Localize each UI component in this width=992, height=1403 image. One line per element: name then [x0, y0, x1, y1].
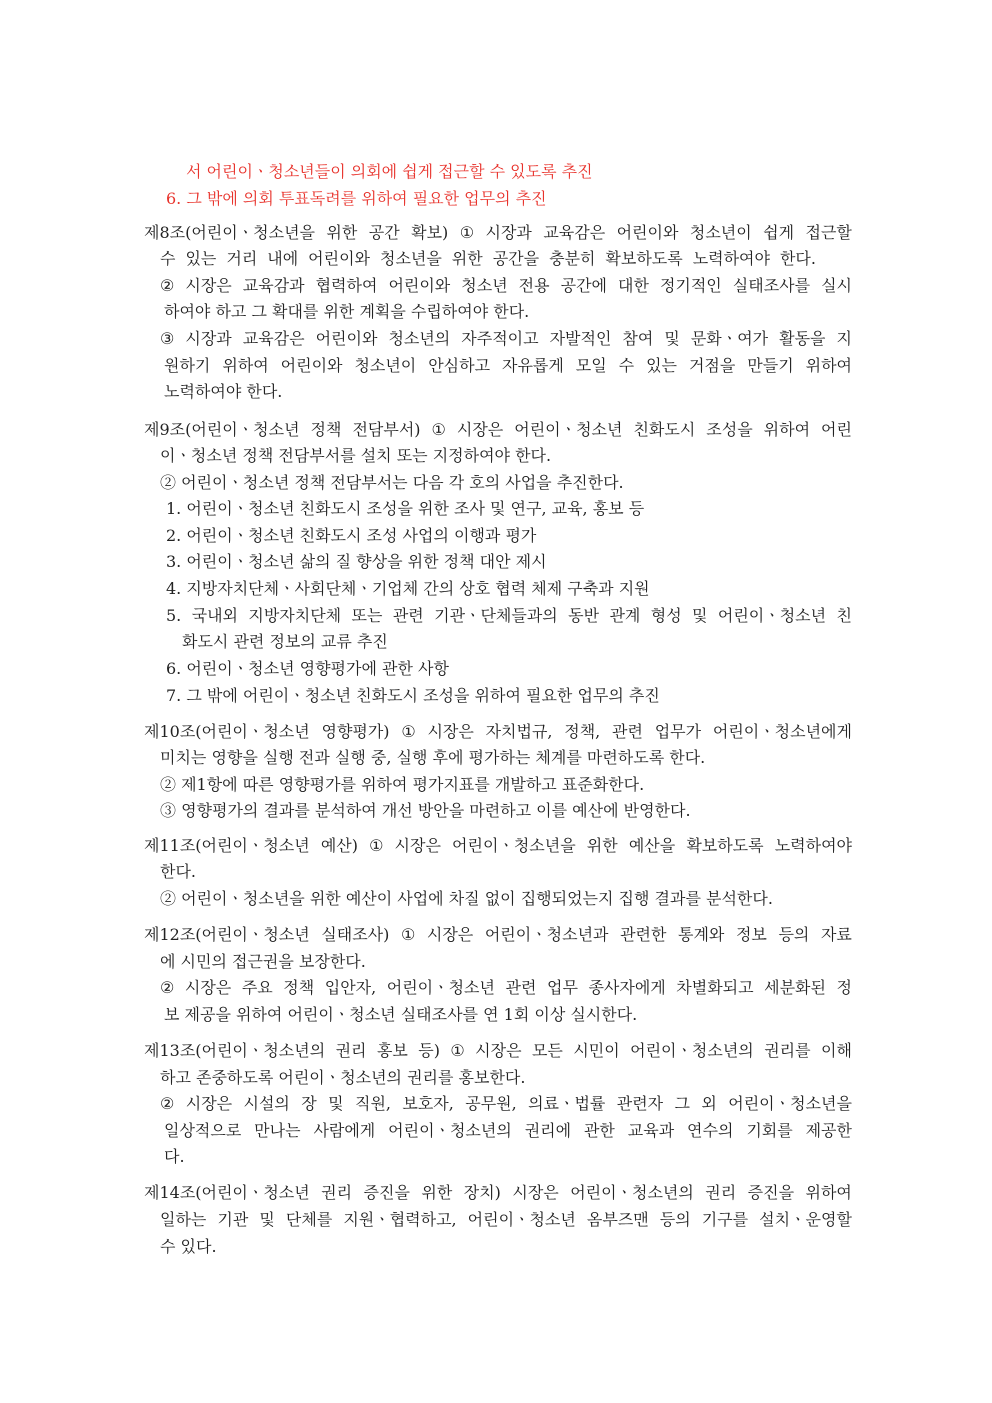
article-14-heading: 제14조(어린이ㆍ청소년 권리 증진을 위한 장치) 시장은 어린이ㆍ청소년의 권리 증진을 위하여 — [144, 1183, 852, 1202]
article-12-heading: 제12조(어린이ㆍ청소년 실태조사) ① 시장은 어린이ㆍ청소년과 관련한 통계와 정보 등의 자료 — [144, 925, 852, 944]
article-9-text: 이ㆍ청소년 정책 전담부서를 설치 또는 지정하여야 한다. — [160, 446, 552, 465]
article-9-item-5: 5. 국내외 지방자치단체 또는 관련 기관ㆍ단체들과의 동반 관계 형성 및 어린이ㆍ청소년 친 — [166, 606, 852, 625]
article-9-item-4: 4. 지방자치단체ㆍ사회단체ㆍ기업체 간의 상호 협력 체제 구축과 지원 — [166, 579, 650, 598]
article-13-para-2-end: 다. — [164, 1147, 185, 1166]
article-11-text: 한다. — [160, 862, 196, 881]
article-8-para-2-cont: 하여야 하고 그 확대를 위한 계획을 수립하여야 한다. — [164, 302, 530, 321]
prev-item-5-continued: 서 어린이ㆍ청소년들이 의회에 쉽게 접근할 수 있도록 추진 — [186, 162, 593, 181]
article-9-item-6: 6. 어린이ㆍ청소년 영향평가에 관한 사항 — [166, 659, 449, 678]
article-9-item-3: 3. 어린이ㆍ청소년 삶의 질 향상을 위한 정책 대안 제시 — [166, 552, 547, 571]
article-10-heading: 제10조(어린이ㆍ청소년 영향평가) ① 시장은 자치법규, 정책, 관련 업무가 어린이ㆍ청소년에게 — [144, 722, 852, 741]
article-10-para-2: ② 제1항에 따른 영향평가를 위하여 평가지표를 개발하고 표준화한다. — [160, 775, 645, 794]
article-13-para-2: ② 시장은 시설의 장 및 직원, 보호자, 공무원, 의료ㆍ법률 관련자 그 외 어린이ㆍ청소년을 — [160, 1094, 852, 1113]
article-9-item-7: 7. 그 밖에 어린이ㆍ청소년 친화도시 조성을 위하여 필요한 업무의 추진 — [166, 686, 660, 705]
article-9-item-1: 1. 어린이ㆍ청소년 친화도시 조성을 위한 조사 및 연구, 교육, 홍보 등 — [166, 499, 645, 518]
article-13-text: 하고 존중하도록 어린이ㆍ청소년의 권리를 홍보한다. — [160, 1068, 526, 1087]
article-8-para-3: ③ 시장과 교육감은 어린이와 청소년의 자주적이고 자발적인 참여 및 문화ㆍ여가 활동을 지 — [160, 329, 852, 348]
article-11-heading: 제11조(어린이ㆍ청소년 예산) ① 시장은 어린이ㆍ청소년을 위한 예산을 확보하도록 노력하여야 — [144, 836, 852, 855]
article-10-text: 미치는 영향을 실행 전과 실행 중, 실행 후에 평가하는 체계를 마련하도록 한다. — [160, 748, 706, 767]
article-9-para-2: ② 어린이ㆍ청소년 정책 전담부서는 다음 각 호의 사업을 추진한다. — [160, 473, 624, 492]
article-12-para-2: ② 시장은 주요 정책 입안자, 어린이ㆍ청소년 관련 업무 종사자에게 차별화되고 세분화된 정 — [160, 978, 852, 997]
article-8-text: 수 있는 거리 내에 어린이와 청소년을 위한 공간을 충분히 확보하도록 노력하여야 한다. — [160, 249, 816, 268]
prev-item-6: 6. 그 밖에 의회 투표독려를 위하여 필요한 업무의 추진 — [166, 189, 547, 208]
article-13-para-2-cont: 일상적으로 만나는 사람에게 어린이ㆍ청소년의 권리에 관한 교육과 연수의 기회를 제공한 — [164, 1121, 852, 1140]
article-12-para-2-cont: 보 제공을 위하여 어린이ㆍ청소년 실태조사를 연 1회 이상 실시한다. — [164, 1005, 638, 1024]
article-14-text-end: 수 있다. — [160, 1237, 217, 1256]
article-8-para-3-end: 노력하여야 한다. — [164, 382, 283, 401]
article-12-text: 에 시민의 접근권을 보장한다. — [160, 952, 366, 971]
article-9-heading: 제9조(어린이ㆍ청소년 정책 전담부서) ① 시장은 어린이ㆍ청소년 친화도시 조성을 위하여 어린 — [144, 420, 852, 439]
article-13-heading: 제13조(어린이ㆍ청소년의 권리 홍보 등) ① 시장은 모든 시민이 어린이ㆍ청소년의 권리를 이해 — [144, 1041, 852, 1060]
article-8-para-2: ② 시장은 교육감과 협력하여 어린이와 청소년 전용 공간에 대한 정기적인 실태조사를 실시 — [160, 276, 852, 295]
article-11-para-2: ② 어린이ㆍ청소년을 위한 예산이 사업에 차질 없이 집행되었는지 집행 결과를 분석한다. — [160, 889, 773, 908]
article-8-para-3-cont: 원하기 위하여 어린이와 청소년이 안심하고 자유롭게 모일 수 있는 거점을 만들기 위하여 — [164, 356, 852, 375]
article-10-para-3: ③ 영향평가의 결과를 분석하여 개선 방안을 마련하고 이를 예산에 반영한다. — [160, 801, 691, 820]
article-9-item-5-cont: 화도시 관련 정보의 교류 추진 — [182, 632, 388, 651]
article-14-text: 일하는 기관 및 단체를 지원ㆍ협력하고, 어린이ㆍ청소년 옴부즈맨 등의 기구를 설치ㆍ운영할 — [160, 1210, 852, 1229]
article-9-item-2: 2. 어린이ㆍ청소년 친화도시 조성 사업의 이행과 평가 — [166, 526, 537, 545]
article-8-heading: 제8조(어린이ㆍ청소년을 위한 공간 확보) ① 시장과 교육감은 어린이와 청소년이 쉽게 접근할 — [144, 223, 852, 242]
